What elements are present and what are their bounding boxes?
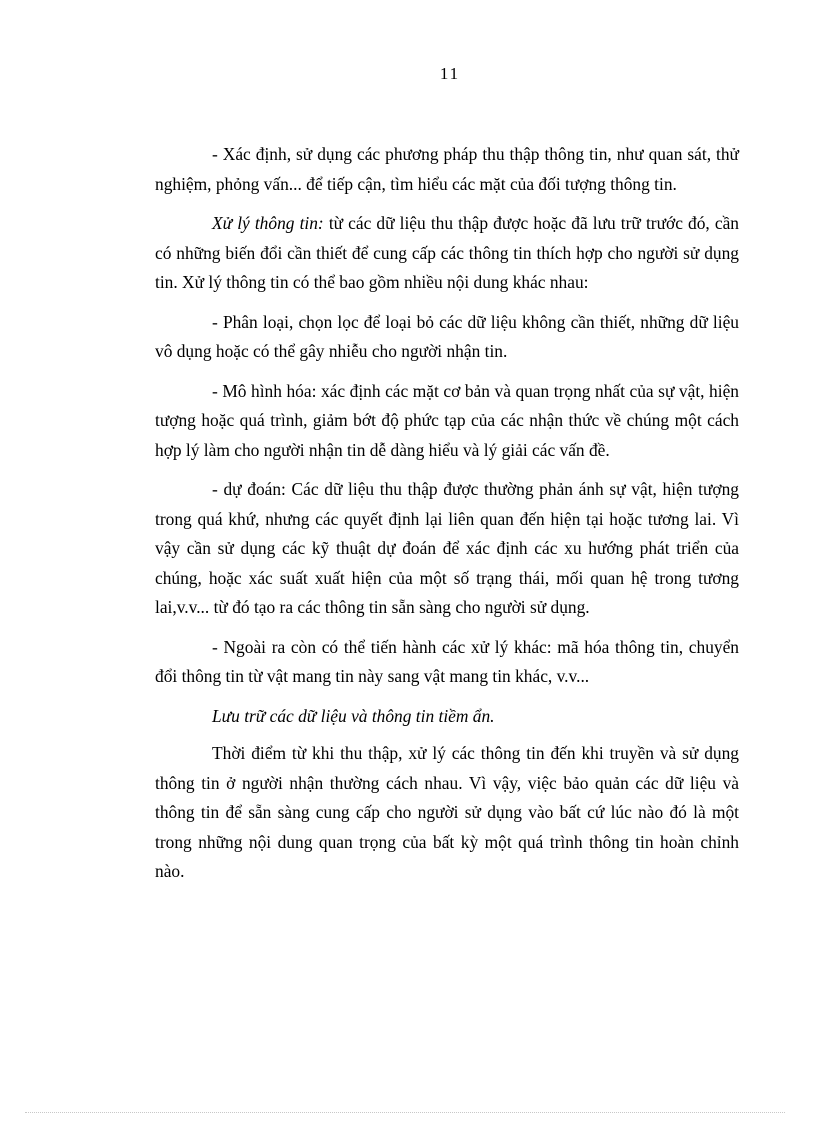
document-body — [155, 140, 739, 897]
paragraph-information-processing-text: từ các dữ liệu thu thập được hoặc đã lưu trữ trước đó, cần có những biến đổi cần thiết để cung cấp các thông tin thích hợp cho người sử dụng tin. Xử lý thông tin có thể bao gồm nhiều nội dung khác nhau: — [155, 213, 739, 292]
term-information-processing: Xử lý thông tin: — [212, 213, 324, 233]
paragraph-classification: - Phân loại, chọn lọc để loại bỏ các dữ liệu không cần thiết, những dữ liệu vô dụng hoặc có thể gây nhiễu cho người nhận tin. — [155, 311, 739, 361]
paragraph-collection-methods: - Xác định, sử dụng các phương pháp thu thập thông tin, như quan sát, thử nghiệm, phỏng vấn... để tiếp cận, tìm hiểu các mặt của đối tượng thông tin. — [155, 144, 739, 194]
paragraph-storage: Thời điểm từ khi thu thập, xử lý các thông tin đến khi truyền và sử dụng thông tin ở người nhận thường cách nhau. Vì vậy, việc bảo quản các dữ liệu và thông tin để sẵn sàng cung cấp cho người sử dụng vào bất cứ lúc nào đó là một trong những nội dung quan trọng của bất kỳ một quá trình thông tin hoàn chỉnh nào. — [155, 743, 739, 881]
paragraph-modeling: - Mô hình hóa: xác định các mặt cơ bản và quan trọng nhất của sự vật, hiện tượng hoặc quá trình, giảm bớt độ phức tạp của các nhận thức về chúng một cách hợp lý làm cho người nhận tin dễ dàng hiểu và lý giải các vấn đề. — [155, 380, 739, 460]
paragraph-other-processing: - Ngoài ra còn có thể tiến hành các xử lý khác: mã hóa thông tin, chuyển đổi thông tin từ vật mang tin này sang vật mang tin khác, v.v... — [155, 636, 739, 686]
paragraph-forecasting: - dự đoán: Các dữ liệu thu thập được thường phản ánh sự vật, hiện tượng trong quá khứ, nhưng các quyết định lại liên quan đến hiện tại hoặc tương lai. Vì vậy cần sử dụng các kỹ thuật dự đoán để xác định các xu hướng phát triển của chúng, hoặc xác suất xuất hiện của một số trạng thái, mối quan hệ trong tương lai,v.v... từ đó tạo ra các thông tin sẵn sàng cho người sử dụng. — [155, 479, 739, 617]
paragraph-information-processing — [155, 209, 739, 298]
page-number: 11 — [439, 64, 461, 83]
section-heading-storage: Lưu trữ các dữ liệu và thông tin tiềm ẩn. — [212, 705, 495, 726]
page-bottom-divider — [25, 1112, 785, 1113]
